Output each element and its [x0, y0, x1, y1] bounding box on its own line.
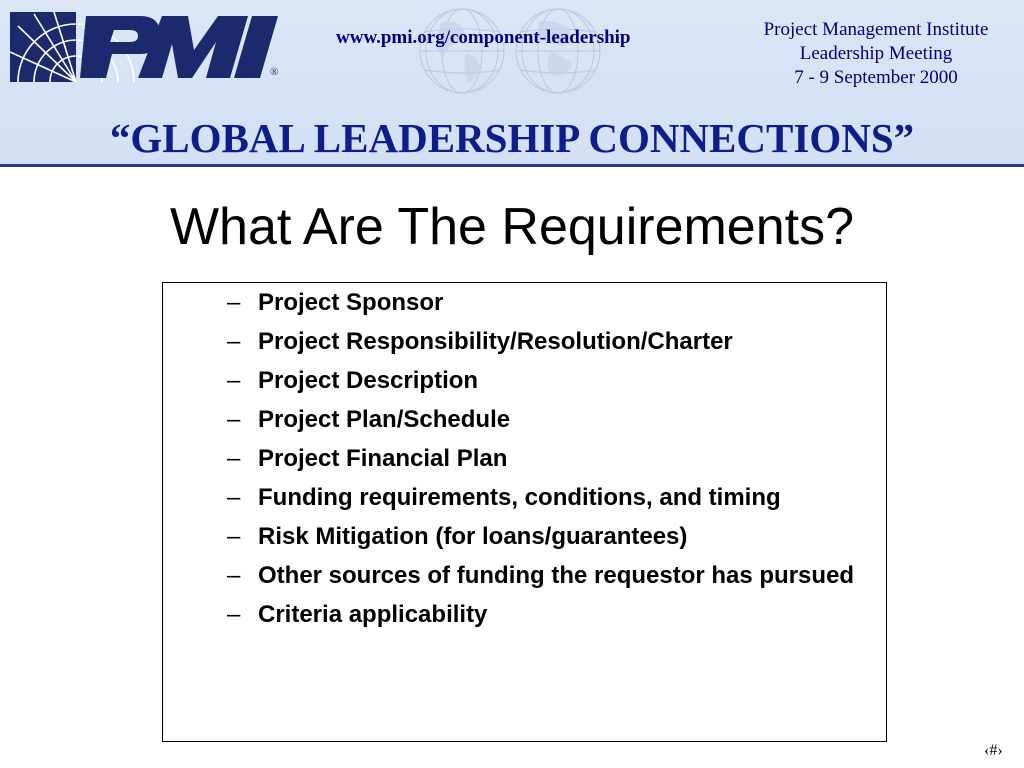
page-number: ‹#› — [984, 742, 1003, 759]
banner-title: “GLOBAL LEADERSHIP CONNECTIONS” — [109, 115, 915, 161]
dash-bullet: – — [227, 406, 241, 433]
dash-bullet: – — [227, 328, 241, 355]
list-item-text: Risk Mitigation (for loans/guarantees) — [258, 523, 688, 550]
list-item — [227, 326, 883, 358]
list-item — [227, 521, 883, 553]
list-item-text: Project Sponsor — [258, 289, 444, 316]
list-item-text: Criteria applicability — [258, 601, 488, 628]
list-item — [227, 443, 883, 475]
requirements-list — [227, 287, 883, 638]
header-divider — [0, 164, 1024, 167]
pmi-globe-logo-icon — [10, 12, 280, 82]
list-item-text: Project Description — [258, 367, 479, 394]
list-item — [227, 287, 883, 319]
org-name: Project Management Institute — [763, 19, 989, 40]
dash-bullet: – — [227, 367, 241, 394]
list-item-text: Project Plan/Schedule — [258, 406, 511, 433]
dash-bullet: – — [227, 523, 241, 550]
world-map-globes-icon — [410, 2, 610, 100]
slide-title: What Are The Requirements? — [169, 198, 855, 256]
site-url: www.pmi.org/component-leadership — [336, 27, 631, 48]
list-item-text: Other sources of funding the requestor has pursued — [258, 562, 855, 589]
dash-bullet: – — [227, 484, 241, 511]
dash-bullet: – — [227, 289, 241, 316]
dash-bullet: – — [227, 601, 241, 628]
list-item — [227, 365, 883, 397]
requirements-box — [162, 282, 887, 742]
list-item — [227, 560, 883, 592]
list-item-text: Project Financial Plan — [258, 445, 508, 472]
org-info — [732, 18, 1020, 90]
dash-bullet: – — [227, 445, 241, 472]
list-item — [227, 599, 883, 631]
list-item — [227, 404, 883, 436]
registered-mark: ® — [270, 66, 279, 78]
dash-bullet: – — [227, 562, 241, 589]
list-item — [227, 482, 883, 514]
list-item-text: Project Responsibility/Resolution/Charter — [258, 328, 733, 355]
header-banner — [0, 0, 1024, 164]
list-item-text: Funding requirements, conditions, and timing — [258, 484, 781, 511]
meeting-name: Leadership Meeting — [799, 43, 953, 64]
meeting-dates: 7 - 9 September 2000 — [794, 67, 958, 88]
